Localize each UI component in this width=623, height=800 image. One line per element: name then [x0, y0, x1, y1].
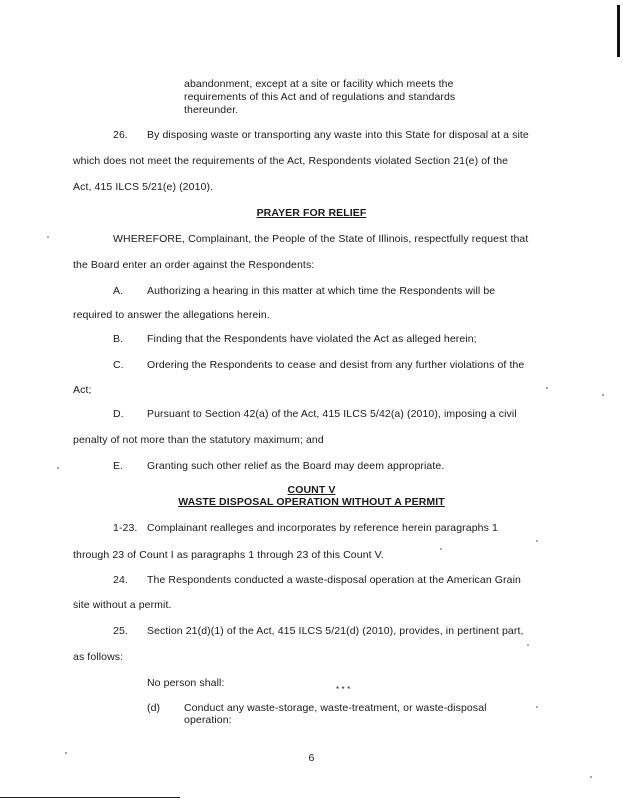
relief-item-line: Act;	[73, 384, 92, 396]
scan-speck	[440, 548, 442, 550]
quote-line-1: abandonment, except at a site or facility which meets the	[184, 78, 454, 90]
paragraph-line: Complainant realleges and incorporates by reference herein paragraphs 1	[147, 522, 498, 534]
quote-item-line: operation:	[184, 714, 232, 726]
paragraph-line: which does not meet the requirements of the Act, Respondents violated Section 21(e) of the	[73, 155, 509, 167]
quote-line-3: thereunder.	[184, 104, 239, 116]
scan-edge-mark	[617, 5, 620, 57]
quote-intro: No person shall:	[147, 677, 225, 689]
paragraph-line: as follows:	[73, 651, 124, 663]
paragraph-line: Section 21(d)(1) of the Act, 415 ILCS 5/21(d) (2010), provides, in pertinent part,	[147, 625, 524, 637]
scan-speck	[65, 752, 67, 754]
scan-speck	[602, 394, 604, 396]
relief-item-line: Authorizing a hearing in this matter at which time the Respondents will be	[147, 285, 496, 297]
paragraph-number: 1-23.	[113, 522, 138, 534]
quote-item-label: (d)	[147, 702, 161, 714]
scan-speck	[57, 467, 59, 469]
scan-speck	[590, 776, 592, 778]
paragraph-number: 26.	[113, 129, 128, 141]
scan-speck	[536, 540, 538, 542]
paragraph-line: site without a permit.	[73, 599, 172, 611]
count-label: COUNT V	[287, 484, 336, 496]
relief-item-line: penalty of not more than the statutory maximum; and	[73, 434, 324, 446]
quote-item-line: Conduct any waste-storage, waste-treatment, or waste-disposal	[184, 702, 487, 714]
relief-item-letter: C.	[113, 359, 124, 371]
relief-item-letter: D.	[113, 408, 124, 420]
relief-item-line: Granting such other relief as the Board may deem appropriate.	[147, 460, 445, 472]
relief-item-line: Pursuant to Section 42(a) of the Act, 415 ILCS 5/42(a) (2010), imposing a civil	[147, 408, 517, 420]
paragraph-number: 25.	[113, 625, 128, 637]
relief-item-line: Finding that the Respondents have violated the Act as alleged herein;	[147, 333, 477, 345]
relief-item-letter: B.	[113, 333, 124, 345]
paragraph-number: 24.	[113, 574, 128, 586]
relief-item-line: Ordering the Respondents to cease and desist from any further violations of the	[147, 359, 525, 371]
scan-footer-line	[0, 797, 180, 798]
scan-speck	[536, 706, 538, 708]
paragraph-line: By disposing waste or transporting any waste into this State for disposal at a site	[147, 129, 529, 141]
scan-speck	[546, 387, 548, 389]
paragraph-line: WHEREFORE, Complainant, the People of the State of Illinois, respectfully request that	[113, 233, 529, 245]
page-number: 6	[308, 752, 315, 764]
paragraph-line: through 23 of Count I as paragraphs 1 through 23 of this Count V.	[73, 549, 384, 561]
relief-item-letter: A.	[113, 285, 124, 297]
scan-speck	[47, 236, 49, 238]
paragraph-line: Act, 415 ILCS 5/21(e) (2010).	[73, 181, 214, 193]
relief-item-line: required to answer the allegations herein.	[73, 309, 270, 321]
quote-line-2: requirements of this Act and of regulations and standards	[184, 91, 456, 103]
count-title: WASTE DISPOSAL OPERATION WITHOUT A PERMIT	[178, 496, 445, 508]
paragraph-line: the Board enter an order against the Respondents:	[73, 259, 315, 271]
section-heading: PRAYER FOR RELIEF	[256, 207, 367, 219]
scan-speck	[527, 644, 529, 646]
ellipsis-mark: * * *	[336, 685, 351, 694]
relief-item-letter: E.	[113, 460, 124, 472]
paragraph-line: The Respondents conducted a waste-disposal operation at the American Grain	[147, 574, 521, 586]
